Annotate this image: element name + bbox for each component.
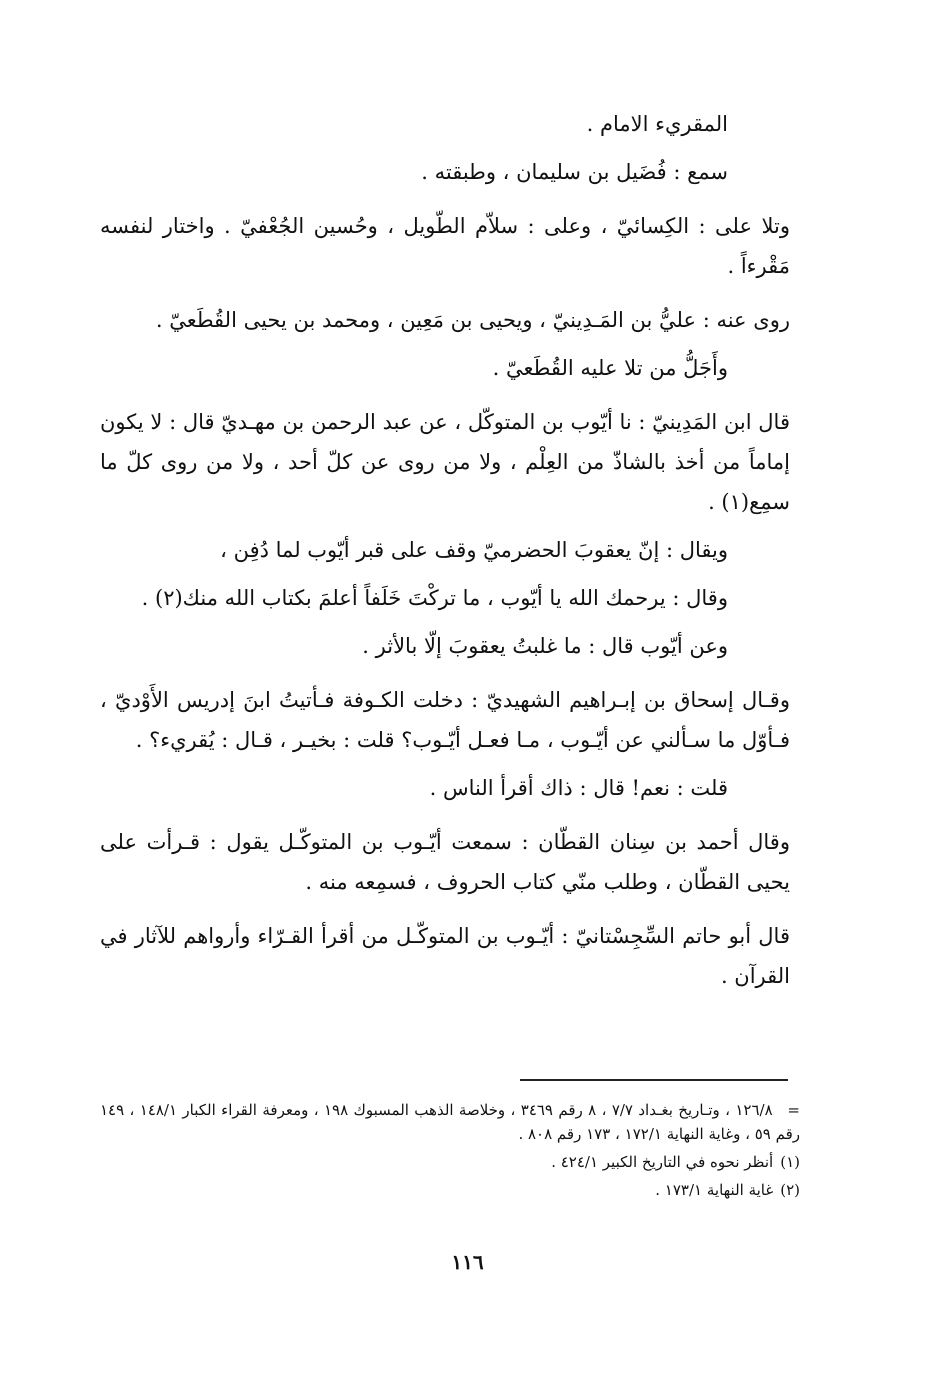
footnote-text: ١٢٦/٨ ، وتـاريخ بغـداد ٧/٧ ، ٨ رقم ٣٤٦٩ ، وخلاصة الذهب المسبوك ١٩٨ ، ومعرفة القراء الكبار ١٤٨/١ ، ١٤٩ رقم ٥٩ ، وغاية النهاية ١٧٢/١ ، ١٧٣ رقم ٨٠٨ . [100,1101,800,1143]
paragraph: المقريء الامام . [586,112,728,136]
paragraph: وقـال إسحاق بن إبـراهيم الشهيديّ : دخلت الكـوفة فـأتيتُ ابنَ إدريس الأَوْديّ ، فـأوّل ما سـألني عن أيّـوب ، مـا فعـل أيّـوب؟ قلت : بخيـر ، قـال : يُقريء؟ . [100,688,790,752]
paragraph: سمع : فُضَيل بن سليمان ، وطبقته . [421,160,728,184]
footnote-2 [100,1178,800,1202]
footnote-text: غاية النهاية ١٧٣/١ . [655,1181,774,1199]
page-number: ١١٦ [451,1250,484,1274]
footnote-marker: (١) [780,1153,800,1171]
paragraph: وقال أحمد بن سِنان القطّان : سمعت أيّـوب بن المتوكّـل يقول : قـرأت على يحيى القطّان ، وطلب منّي كتاب الحروف ، فسمِعه منه . [100,830,790,894]
paragraph: ويقال : إنّ يعقوبَ الحضرميّ وقف على قبر أيّوب لما دُفِن ، [220,538,728,562]
paragraph: وعن أيّوب قال : ما غلبتُ يعقوبَ إلّا بالأثر . [362,634,728,658]
main-text [100,104,790,1004]
paragraph: قال أبو حاتم السِّجِسْتانيّ : أيّـوب بن المتوكّـل من أقرأ القـرّاء وأرواهم للآثار في القرآن . [100,924,790,988]
paragraph: قلت : نعم! قال : ذاك أقرأ الناس . [429,776,728,800]
footnote-divider [520,1079,788,1081]
paragraph: وقال : يرحمك الله يا أيّوب ، ما تركْتَ خَلَفاً أعلمَ بكتاب الله منك(٢) . [141,586,728,610]
paragraph: قال ابن المَدِينيّ : نا أيّوب بن المتوكّل ، عن عبد الرحمن بن مهـديّ قال : لا يكون إماماً من أخذ بالشاذّ من العِلْم ، ولا من روى عن كلّ أحد ، ولا من روى كلّ ما سمِع(١) . [100,410,790,514]
footnote-marker: = [787,1101,800,1119]
footnotes [100,1098,800,1206]
footnote-marker: (٢) [780,1181,800,1199]
footnote-1 [100,1150,800,1174]
paragraph: روى عنه : عليُّ بن المَـدِينيّ ، ويحيى بن مَعِين ، ومحمد بن يحيى القُطَعيّ . [155,308,790,332]
footnote-continuation [100,1098,800,1146]
paragraph: وأَجَلُّ من تلا عليه القُطَعيّ . [492,356,728,380]
paragraph: وتلا على : الكِسائيّ ، وعلى : سلاّم الطّويل ، وحُسين الجُعْفيّ . واختار لنفسه مَقْرءاً . [100,214,790,278]
footnote-text: أنظر نحوه في التاريخ الكبير ٤٢٤/١ . [551,1153,774,1171]
